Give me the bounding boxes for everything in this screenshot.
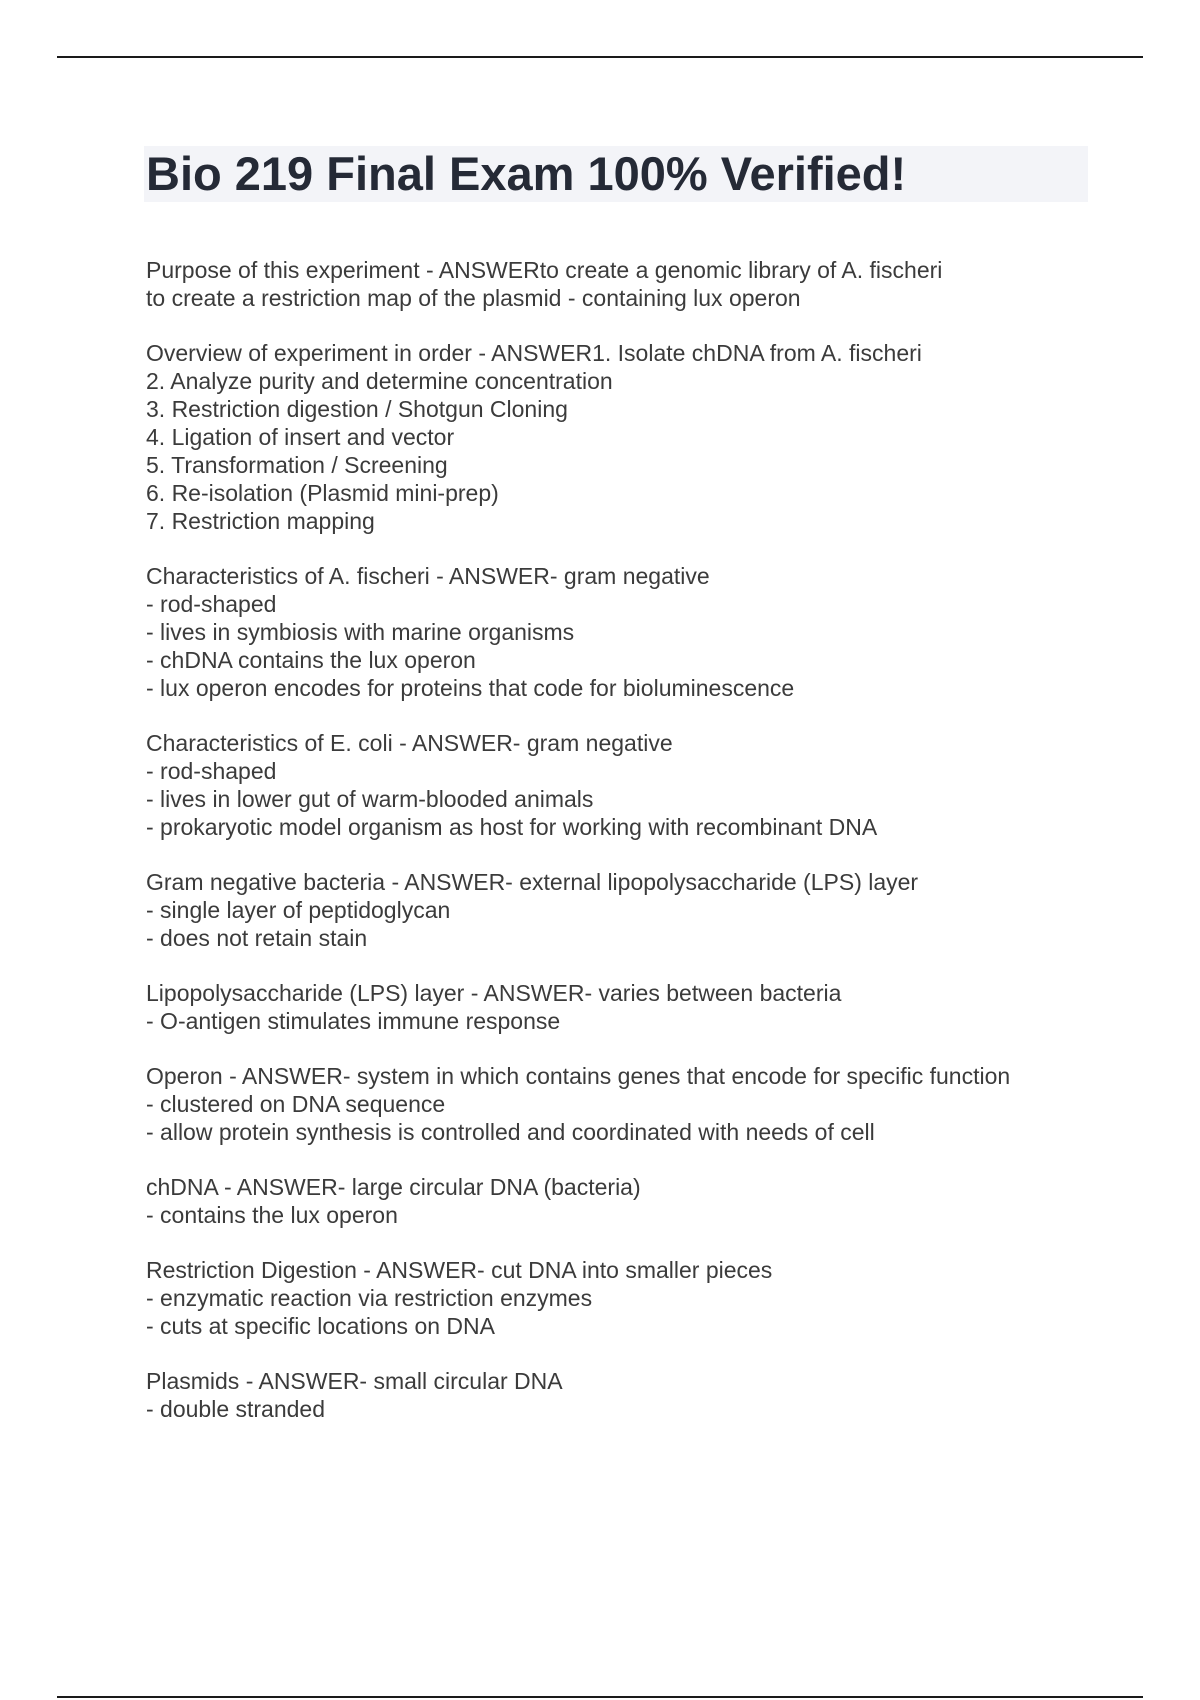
qa-entry [146, 1367, 1096, 1423]
entry-line: Operon - ANSWER- system in which contains genes that encode for specific function [146, 1063, 1011, 1089]
entry-line: - lives in lower gut of warm-blooded animals [146, 786, 594, 812]
entry-line: 6. Re-isolation (Plasmid mini-prep) [146, 480, 499, 506]
entry-line: - prokaryotic model organism as host for working with recombinant DNA [146, 814, 878, 840]
entry-line: Gram negative bacteria - ANSWER- external lipopolysaccharide (LPS) layer [146, 869, 919, 895]
entry-line: Characteristics of E. coli - ANSWER- gram negative [146, 730, 673, 756]
entry-line: Lipopolysaccharide (LPS) layer - ANSWER- varies between bacteria [146, 980, 842, 1006]
entry-line: - clustered on DNA sequence [146, 1091, 446, 1117]
qa-entry [146, 1173, 1096, 1229]
entry-line: - rod-shaped [146, 758, 277, 784]
entry-line: 3. Restriction digestion / Shotgun Cloning [146, 396, 568, 422]
entry-line: chDNA - ANSWER- large circular DNA (bacteria) [146, 1174, 641, 1200]
entry-line: - O-antigen stimulates immune response [146, 1008, 561, 1034]
entry-line: to create a restriction map of the plasmid - containing lux operon [146, 285, 801, 311]
entry-line: Plasmids - ANSWER- small circular DNA [146, 1368, 563, 1394]
document-body [146, 256, 1096, 1450]
entry-line: - lives in symbiosis with marine organisms [146, 619, 575, 645]
qa-entry [146, 729, 1096, 841]
entry-line: - enzymatic reaction via restriction enzymes [146, 1285, 593, 1311]
entry-line: 4. Ligation of insert and vector [146, 424, 455, 450]
entry-line: Characteristics of A. fischeri - ANSWER- gram negative [146, 563, 710, 589]
entry-line: - does not retain stain [146, 925, 368, 951]
page-title: Bio 219 Final Exam 100% Verified! [146, 147, 907, 200]
qa-entry [146, 1256, 1096, 1340]
entry-line: Overview of experiment in order - ANSWER1. Isolate chDNA from A. fischeri [146, 340, 922, 366]
entry-line: - lux operon encodes for proteins that code for bioluminescence [146, 675, 795, 701]
entry-line: - rod-shaped [146, 591, 277, 617]
entry-line: - chDNA contains the lux operon [146, 647, 476, 673]
qa-entry [146, 979, 1096, 1035]
entry-line: 2. Analyze purity and determine concentration [146, 368, 613, 394]
entry-line: - contains the lux operon [146, 1202, 398, 1228]
entry-line: - allow protein synthesis is controlled and coordinated with needs of cell [146, 1119, 875, 1145]
title-banner [144, 146, 1088, 202]
qa-entry [146, 256, 1096, 312]
entry-line: - cuts at specific locations on DNA [146, 1313, 495, 1339]
entry-line: 5. Transformation / Screening [146, 452, 448, 478]
entry-line: 7. Restriction mapping [146, 508, 375, 534]
qa-entry [146, 868, 1096, 952]
qa-entry [146, 562, 1096, 702]
qa-entry [146, 1062, 1096, 1146]
top-rule [57, 56, 1143, 58]
entry-line: - double stranded [146, 1396, 326, 1422]
bottom-rule [57, 1696, 1143, 1698]
entry-line: Restriction Digestion - ANSWER- cut DNA into smaller pieces [146, 1257, 773, 1283]
entry-line: Purpose of this experiment - ANSWERto create a genomic library of A. fischeri [146, 257, 943, 283]
entry-line: - single layer of peptidoglycan [146, 897, 451, 923]
qa-entry [146, 339, 1096, 535]
